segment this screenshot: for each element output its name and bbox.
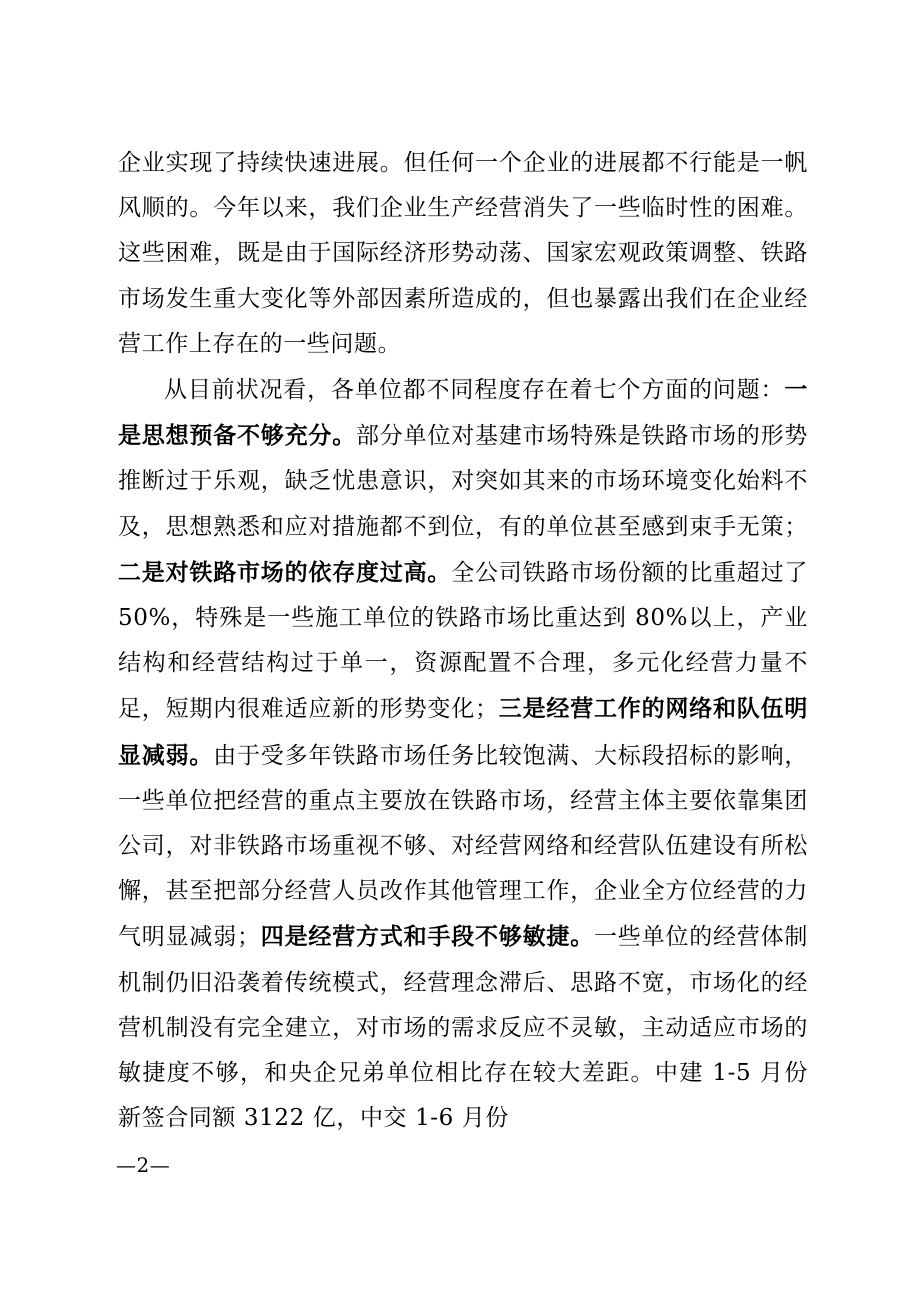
- paragraph-2-intro: 从目前状况看，各单位都不同程度存在着七个方面的问题：: [164, 377, 785, 404]
- point-3-heading: 三是经营工作的网络和队伍明显减弱。: [118, 695, 808, 769]
- point-4-text: 一些单位的经营体制机制仍旧沿袭着传统模式，经营理念滞后、思路不宽，市场化的经营机制没有完全建立，对市场的需求反应不灵敏，主动适应市场的敏捷度不够，和央企兄弟单位相比存在较大差距。中建 1-5 月份新签合同额 3122 亿，中交 1-6 月份: [118, 924, 808, 1132]
- point-1-heading: 一是思想预备不够充分。: [118, 376, 808, 450]
- paragraph-1: 企业实现了持续快速进展。但任何一个企业的进展都不行能是一帆风顺的。今年以来，我们企业生产经营消失了一些临时性的困难。这些困难，既是由于国际经济形势动荡、国家宏观政策调整、铁路市场发生重大变化等外部因素所造成的，但也暴露出我们在企业经营工作上存在的一些问题。: [118, 150, 808, 357]
- point-2-text: 全公司铁路市场份额的比重超过了 50%，特殊是一些施工单位的铁路市场比重达到 80%以上，产业结构和经营结构过于单一，资源配置不合理，多元化经营力量不足，短期内很难适应新的形势变化；: [118, 559, 808, 723]
- point-1-text: 部分单位对基建市场特殊是铁路市场的形势推断过于乐观，缺乏忧患意识，对突如其来的市场环境变化始料不及，思想熟悉和应对措施都不到位，有的单位甚至感到束手无策；: [118, 423, 808, 540]
- paragraph-2: [118, 367, 808, 1141]
- page-number: —2—: [116, 1153, 171, 1177]
- point-4-heading: 四是经营方式和手段不够敏捷。: [260, 923, 594, 951]
- point-3-text: 由于受多年铁路市场任务比较饱满、大标段招标的影响，一些单位把经营的重点主要放在铁路市场，经营主体主要依靠集团公司，对非铁路市场重视不够、对经营网络和经营队伍建设有所松懈，甚至把部分经营人员改作其他管理工作，企业全方位经营的力气明显减弱；: [118, 742, 808, 951]
- document-body: [118, 141, 808, 1141]
- point-2-heading: 二是对铁路市场的依存度过高。: [118, 558, 452, 586]
